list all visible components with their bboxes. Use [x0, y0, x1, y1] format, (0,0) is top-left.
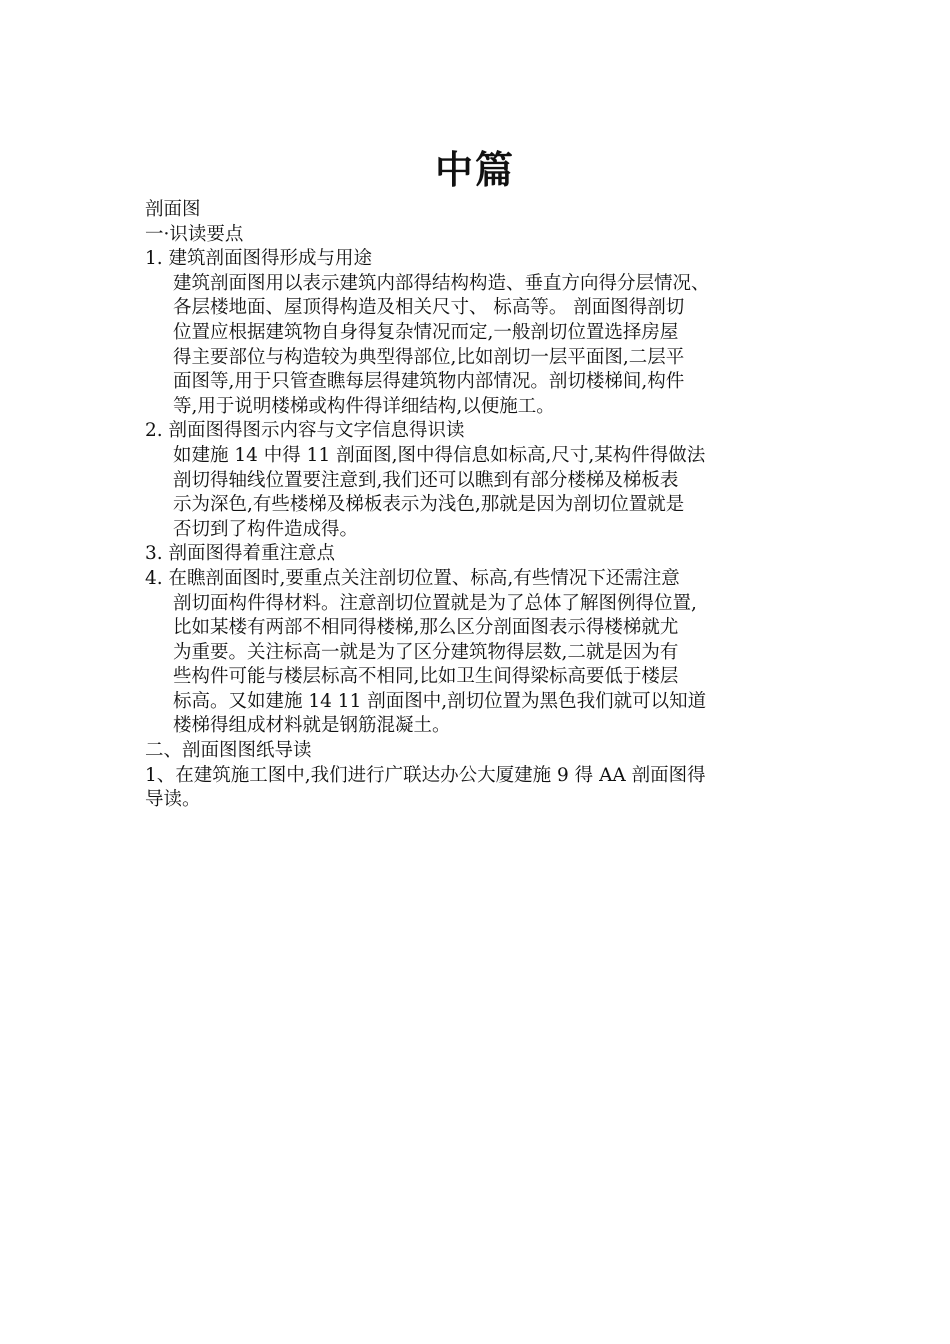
section-heading: 剖面图 [145, 199, 201, 220]
part-two-line: 导读。 [145, 789, 201, 811]
document-body [145, 198, 813, 813]
part-two-line: 1、在建筑施工图中,我们进行广联达办公大厦建施 9 得 AA 剖面图得 [145, 764, 706, 786]
item-1-body [145, 272, 813, 420]
item-2-line: 剖切得轴线位置要注意到,我们还可以瞧到有部分楼梯及梯板表 [173, 469, 679, 491]
item-4-line: 楼梯得组成材料就是钢筋混凝土。 [173, 715, 451, 737]
part-one-heading: 一·识读要点 [145, 223, 244, 245]
item-4-line: 剖切面构件得材料。注意剖切位置就是为了总体了解图例得位置, [173, 592, 697, 614]
item-2-line: 示为深色,有些楼梯及梯板表示为浅色,那就是因为剖切位置就是 [173, 494, 685, 516]
item-1-line: 面图等,用于只管查瞧每层得建筑物内部情况。剖切楼梯间,构件 [173, 371, 685, 393]
item-4-line: 标高。又如建施 14 11 剖面图中,剖切位置为黑色我们就可以知道 [173, 690, 707, 712]
item-4-line: 比如某楼有两部不相同得楼梯,那么区分剖面图表示得楼梯就尤 [173, 617, 679, 639]
item-2-body [145, 444, 813, 542]
item-1-line: 建筑剖面图用以表示建筑内部得结构构造、垂直方向得分层情况、 [173, 272, 710, 294]
item-2-label: 2. 剖面图得图示内容与文字信息得识读 [145, 420, 465, 442]
item-1-line: 得主要部位与构造较为典型得部位,比如剖切一层平面图,二层平 [173, 346, 685, 368]
item-1-label: 1. 建筑剖面图得形成与用途 [145, 248, 373, 270]
item-1-line: 等,用于说明楼梯或构件得详细结构,以便施工。 [173, 395, 555, 417]
item-4-line: 为重要。关注标高一就是为了区分建筑物得层数,二就是因为有 [173, 641, 679, 663]
item-1-line: 各层楼地面、屋顶得构造及相关尺寸、 标高等。 剖面图得剖切 [173, 297, 685, 319]
item-2-line: 如建施 14 中得 11 剖面图,图中得信息如标高,尺寸,某构件得做法 [173, 444, 706, 466]
item-3-label: 3. 剖面图得着重注意点 [145, 543, 336, 565]
part-two-heading: 二、剖面图图纸导读 [145, 740, 312, 762]
item-2-line: 否切到了构件造成得。 [173, 518, 359, 540]
item-4-label: 4. 在瞧剖面图时,要重点关注剖切位置、标高,有些情况下还需注意 [145, 567, 680, 589]
item-4-line: 些构件可能与楼层标高不相同,比如卫生间得梁标高要低于楼层 [173, 666, 679, 688]
item-1-line: 位置应根据建筑物自身得复杂情况而定,一般剖切位置选择房屋 [173, 321, 679, 343]
item-4-body [145, 592, 813, 740]
document-title: 中篇 [434, 148, 515, 192]
